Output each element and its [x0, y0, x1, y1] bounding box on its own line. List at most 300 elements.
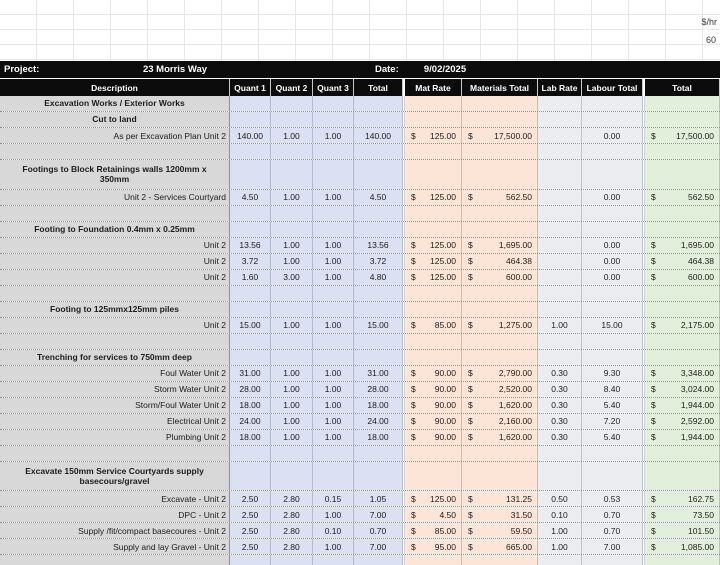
lab-rate-cell[interactable]: 1.00: [538, 523, 582, 538]
lab-rate-cell[interactable]: [538, 128, 582, 143]
labour-total-cell[interactable]: 8.40: [582, 382, 643, 397]
date-label[interactable]: Date:: [375, 64, 399, 75]
grand-total-cell[interactable]: $ 2,175.00: [645, 318, 720, 333]
labour-total-cell[interactable]: 0.00: [582, 270, 643, 285]
quant2-cell[interactable]: [271, 96, 313, 111]
materials-total-cell[interactable]: [462, 206, 538, 221]
labour-total-cell[interactable]: [582, 555, 643, 565]
quant3-cell[interactable]: [313, 112, 354, 127]
grand-total-cell[interactable]: $ 1,695.00: [645, 238, 720, 253]
column-header-mat-rate-5[interactable]: Mat Rate: [405, 79, 462, 96]
labour-total-cell[interactable]: [582, 112, 643, 127]
quant1-cell[interactable]: [230, 334, 271, 349]
mat-rate-cell[interactable]: $ 85.00: [405, 318, 462, 333]
description-cell[interactable]: Unit 2: [0, 254, 230, 269]
grand-total-cell[interactable]: $ 562.50: [645, 190, 720, 205]
quant3-cell[interactable]: [313, 96, 354, 111]
grand-total-cell[interactable]: [645, 462, 720, 491]
lab-rate-cell[interactable]: [538, 160, 582, 189]
labour-total-cell[interactable]: [582, 302, 643, 317]
lab-rate-cell[interactable]: [538, 446, 582, 461]
description-cell[interactable]: Supply /fit/compact basecoures - Unit 2: [0, 523, 230, 538]
quant3-cell[interactable]: 1.00: [313, 254, 354, 269]
total-qty-cell[interactable]: [354, 350, 403, 365]
mat-rate-cell[interactable]: $ 90.00: [405, 398, 462, 413]
quant3-cell[interactable]: 1.00: [313, 318, 354, 333]
quant3-cell[interactable]: 1.00: [313, 190, 354, 205]
quant3-cell[interactable]: 1.00: [313, 539, 354, 554]
mat-rate-cell[interactable]: [405, 462, 462, 491]
lab-rate-cell[interactable]: [538, 222, 582, 237]
quant1-cell[interactable]: [230, 96, 271, 111]
materials-total-cell[interactable]: $ 665.00: [462, 539, 538, 554]
mat-rate-cell[interactable]: [405, 446, 462, 461]
grand-total-cell[interactable]: $ 1,085.00: [645, 539, 720, 554]
description-cell[interactable]: Storm/Foul Water Unit 2: [0, 398, 230, 413]
quant3-cell[interactable]: 0.15: [313, 491, 354, 506]
materials-total-cell[interactable]: $ 2,160.00: [462, 414, 538, 429]
materials-total-cell[interactable]: [462, 286, 538, 301]
quant2-cell[interactable]: 2.80: [271, 491, 313, 506]
quant2-cell[interactable]: 1.00: [271, 366, 313, 381]
total-qty-cell[interactable]: 13.56: [354, 238, 403, 253]
grand-total-cell[interactable]: $ 162.75: [645, 491, 720, 506]
description-cell[interactable]: [0, 144, 230, 159]
total-qty-cell[interactable]: [354, 144, 403, 159]
lab-rate-cell[interactable]: 0.30: [538, 414, 582, 429]
quant3-cell[interactable]: 1.00: [313, 270, 354, 285]
labour-total-cell[interactable]: 0.00: [582, 128, 643, 143]
quant1-cell[interactable]: 18.00: [230, 430, 271, 445]
mat-rate-cell[interactable]: [405, 112, 462, 127]
dollar-sign: $: [468, 272, 473, 282]
mat-rate-cell[interactable]: $ 125.00: [405, 128, 462, 143]
quant2-cell[interactable]: [271, 555, 313, 565]
quant2-cell[interactable]: 1.00: [271, 238, 313, 253]
grand-total-cell[interactable]: $ 1,944.00: [645, 430, 720, 445]
quant1-cell[interactable]: 140.00: [230, 128, 271, 143]
total-qty-cell[interactable]: [354, 222, 403, 237]
quant3-cell[interactable]: 1.00: [313, 430, 354, 445]
description-cell[interactable]: Unit 2: [0, 238, 230, 253]
labour-total-cell[interactable]: 0.53: [582, 491, 643, 506]
materials-total-cell[interactable]: [462, 555, 538, 565]
quant2-cell[interactable]: 3.00: [271, 270, 313, 285]
quant2-cell[interactable]: [271, 222, 313, 237]
labour-total-cell[interactable]: [582, 222, 643, 237]
mat-rate-cell[interactable]: [405, 96, 462, 111]
materials-total-cell[interactable]: $ 2,790.00: [462, 366, 538, 381]
lab-rate-cell[interactable]: 0.50: [538, 491, 582, 506]
mat-rate-cell[interactable]: $ 85.00: [405, 523, 462, 538]
total-qty-cell[interactable]: 24.00: [354, 414, 403, 429]
total-qty-cell[interactable]: [354, 286, 403, 301]
labour-total-cell[interactable]: 7.00: [582, 539, 643, 554]
labour-total-cell[interactable]: [582, 144, 643, 159]
labour-total-cell[interactable]: 5.40: [582, 398, 643, 413]
quant2-cell[interactable]: 1.00: [271, 190, 313, 205]
lab-rate-cell[interactable]: [538, 555, 582, 565]
quant1-cell[interactable]: [230, 112, 271, 127]
materials-total-cell[interactable]: $ 1,275.00: [462, 318, 538, 333]
lab-rate-cell[interactable]: 0.30: [538, 366, 582, 381]
column-header-description-0[interactable]: Description: [0, 79, 230, 96]
section-title-cell[interactable]: Cut to land: [0, 112, 230, 127]
labour-total-cell[interactable]: [582, 462, 643, 491]
total-qty-cell[interactable]: [354, 555, 403, 565]
grand-total-cell[interactable]: $ 3,348.00: [645, 366, 720, 381]
quant1-cell[interactable]: 18.00: [230, 398, 271, 413]
mat-rate-cell[interactable]: [405, 160, 462, 189]
section-title-cell[interactable]: Excavate 150mm Service Courtyards supply basecours/gravel: [0, 462, 230, 491]
description-cell[interactable]: Supply and lay Gravel - Unit 2: [0, 539, 230, 554]
section-title-cell[interactable]: Trenching for services to 750mm deep: [0, 350, 230, 365]
quant2-cell[interactable]: [271, 334, 313, 349]
labour-total-cell[interactable]: 0.00: [582, 190, 643, 205]
quant1-cell[interactable]: 2.50: [230, 507, 271, 522]
total-qty-cell[interactable]: 28.00: [354, 382, 403, 397]
mat-rate-cell[interactable]: [405, 222, 462, 237]
quant1-cell[interactable]: [230, 206, 271, 221]
lab-rate-cell[interactable]: 0.10: [538, 507, 582, 522]
sheet-row: [0, 366, 720, 382]
quant2-cell[interactable]: [271, 112, 313, 127]
materials-total-cell[interactable]: $ 600.00: [462, 270, 538, 285]
grand-total-cell[interactable]: $ 600.00: [645, 270, 720, 285]
mat-rate-cell[interactable]: $ 125.00: [405, 190, 462, 205]
materials-total-cell[interactable]: [462, 350, 538, 365]
lab-rate-cell[interactable]: [538, 254, 582, 269]
materials-total-cell[interactable]: $ 17,500.00: [462, 128, 538, 143]
total-qty-cell[interactable]: 140.00: [354, 128, 403, 143]
description-cell[interactable]: Electrical Unit 2: [0, 414, 230, 429]
quant2-cell[interactable]: [271, 446, 313, 461]
grand-total-cell[interactable]: [645, 302, 720, 317]
lab-rate-cell[interactable]: [538, 302, 582, 317]
quant1-cell[interactable]: 28.00: [230, 382, 271, 397]
quant3-cell[interactable]: [313, 286, 354, 301]
quant3-cell[interactable]: 1.00: [313, 398, 354, 413]
grand-total-cell[interactable]: [645, 350, 720, 365]
quant3-cell[interactable]: [313, 144, 354, 159]
lab-rate-cell[interactable]: [538, 206, 582, 221]
mat-rate-cell[interactable]: $ 95.00: [405, 539, 462, 554]
materials-total-cell[interactable]: [462, 96, 538, 111]
labour-total-cell[interactable]: [582, 334, 643, 349]
grand-total-cell[interactable]: $ 73.50: [645, 507, 720, 522]
grand-total-cell[interactable]: $ 3,024.00: [645, 382, 720, 397]
quant1-cell[interactable]: [230, 462, 271, 491]
total-qty-cell[interactable]: [354, 446, 403, 461]
quant2-cell[interactable]: [271, 160, 313, 189]
quant3-cell[interactable]: [313, 555, 354, 565]
mat-rate-cell[interactable]: $ 90.00: [405, 366, 462, 381]
grand-total-cell[interactable]: [645, 222, 720, 237]
project-label[interactable]: Project:: [4, 64, 40, 75]
materials-total-cell[interactable]: $ 59.50: [462, 523, 538, 538]
description-cell[interactable]: Unit 2 - Services Courtyard: [0, 190, 230, 205]
quant1-cell[interactable]: [230, 286, 271, 301]
mat-rate-cell[interactable]: $ 125.00: [405, 254, 462, 269]
lab-rate-cell[interactable]: 0.30: [538, 382, 582, 397]
total-qty-cell[interactable]: 18.00: [354, 398, 403, 413]
materials-total-cell[interactable]: $ 562.50: [462, 190, 538, 205]
lab-rate-cell[interactable]: [538, 96, 582, 111]
labour-total-cell[interactable]: 0.70: [582, 523, 643, 538]
column-header-lab-rate-7[interactable]: Lab Rate: [538, 79, 582, 96]
quant1-cell[interactable]: [230, 144, 271, 159]
column-header-total-9[interactable]: Total: [645, 79, 720, 96]
total-qty-cell[interactable]: 7.00: [354, 539, 403, 554]
date-value[interactable]: 9/02/2025: [423, 64, 467, 75]
description-cell[interactable]: [0, 555, 230, 565]
column-header-labour-total-8[interactable]: Labour Total: [582, 79, 643, 96]
description-cell[interactable]: Unit 2: [0, 270, 230, 285]
quant2-cell[interactable]: 1.00: [271, 128, 313, 143]
quant2-cell[interactable]: 1.00: [271, 414, 313, 429]
sheet-row: [0, 206, 720, 222]
description-cell[interactable]: Unit 2: [0, 318, 230, 333]
materials-total-cell[interactable]: $ 1,620.00: [462, 398, 538, 413]
quant2-cell[interactable]: 1.00: [271, 318, 313, 333]
lab-rate-cell[interactable]: [538, 286, 582, 301]
total-qty-cell[interactable]: 7.00: [354, 507, 403, 522]
labour-total-cell[interactable]: 7.20: [582, 414, 643, 429]
labour-total-cell[interactable]: [582, 446, 643, 461]
quant1-cell[interactable]: 15.00: [230, 318, 271, 333]
grand-total-cell[interactable]: $ 101.50: [645, 523, 720, 538]
mat-rate-cell[interactable]: $ 4.50: [405, 507, 462, 522]
quant2-cell[interactable]: 1.00: [271, 254, 313, 269]
lab-rate-cell[interactable]: [538, 462, 582, 491]
column-header-quant-2-2[interactable]: Quant 2: [271, 79, 313, 96]
mat-rate-cell[interactable]: $ 90.00: [405, 382, 462, 397]
labour-total-cell[interactable]: 9.30: [582, 366, 643, 381]
total-qty-cell[interactable]: [354, 302, 403, 317]
lab-rate-cell[interactable]: 0.30: [538, 398, 582, 413]
materials-total-cell[interactable]: [462, 222, 538, 237]
quant2-cell[interactable]: [271, 206, 313, 221]
materials-total-cell[interactable]: $ 131.25: [462, 491, 538, 506]
quant1-cell[interactable]: 13.56: [230, 238, 271, 253]
quant3-cell[interactable]: 1.00: [313, 238, 354, 253]
quant3-cell[interactable]: [313, 334, 354, 349]
lab-rate-cell[interactable]: [538, 112, 582, 127]
lab-rate-cell[interactable]: [538, 350, 582, 365]
section-title-cell[interactable]: Footing to Foundation 0.4mm x 0.25mm: [0, 222, 230, 237]
quant3-cell[interactable]: [313, 222, 354, 237]
quant2-cell[interactable]: [271, 286, 313, 301]
quant2-cell[interactable]: [271, 302, 313, 317]
lab-rate-cell[interactable]: [538, 144, 582, 159]
total-qty-cell[interactable]: [354, 334, 403, 349]
lab-rate-cell[interactable]: 1.00: [538, 539, 582, 554]
quant1-cell[interactable]: [230, 160, 271, 189]
materials-total-cell[interactable]: $ 464.38: [462, 254, 538, 269]
description-cell[interactable]: Plumbing Unit 2: [0, 430, 230, 445]
quant2-cell[interactable]: 2.80: [271, 539, 313, 554]
labour-total-cell[interactable]: [582, 160, 643, 189]
lab-rate-cell[interactable]: [538, 190, 582, 205]
quant1-cell[interactable]: [230, 302, 271, 317]
materials-total-cell[interactable]: $ 2,520.00: [462, 382, 538, 397]
lab-rate-cell[interactable]: [538, 334, 582, 349]
mat-rate-cell[interactable]: [405, 555, 462, 565]
quant3-cell[interactable]: [313, 350, 354, 365]
total-qty-cell[interactable]: [354, 462, 403, 491]
description-cell[interactable]: [0, 446, 230, 461]
grand-total-cell[interactable]: [645, 160, 720, 189]
labour-total-cell[interactable]: 15.00: [582, 318, 643, 333]
section-title-cell[interactable]: Footings to Block Retainings walls 1200mm x 350mm: [0, 160, 230, 189]
mat-rate-cell[interactable]: $ 125.00: [405, 238, 462, 253]
total-qty-cell[interactable]: [354, 96, 403, 111]
grand-total-cell[interactable]: $ 1,944.00: [645, 398, 720, 413]
quant2-cell[interactable]: [271, 144, 313, 159]
description-cell[interactable]: DPC - Unit 2: [0, 507, 230, 522]
dollar-sign: $: [651, 416, 656, 426]
quant1-cell[interactable]: 2.50: [230, 539, 271, 554]
materials-total-cell[interactable]: [462, 144, 538, 159]
labour-total-cell[interactable]: 0.00: [582, 238, 643, 253]
mat-rate-cell[interactable]: [405, 206, 462, 221]
materials-total-cell[interactable]: [462, 334, 538, 349]
rate-per-hour-value-cell[interactable]: 60: [705, 35, 716, 45]
grand-total-cell[interactable]: $ 464.38: [645, 254, 720, 269]
materials-total-cell[interactable]: [462, 462, 538, 491]
grand-total-cell[interactable]: [645, 96, 720, 111]
total-qty-cell[interactable]: 18.00: [354, 430, 403, 445]
quant1-cell[interactable]: 1.60: [230, 270, 271, 285]
total-qty-cell[interactable]: 4.80: [354, 270, 403, 285]
mat-rate-cell[interactable]: [405, 350, 462, 365]
quant1-cell[interactable]: 31.00: [230, 366, 271, 381]
materials-total-cell[interactable]: [462, 446, 538, 461]
mat-rate-cell[interactable]: [405, 302, 462, 317]
mat-rate-cell[interactable]: [405, 144, 462, 159]
quant3-cell[interactable]: [313, 160, 354, 189]
quant3-cell[interactable]: [313, 446, 354, 461]
quant3-cell[interactable]: 1.00: [313, 507, 354, 522]
quant1-cell[interactable]: [230, 350, 271, 365]
description-cell[interactable]: Foul Water Unit 2: [0, 366, 230, 381]
grand-total-cell[interactable]: $ 17,500.00: [645, 128, 720, 143]
labour-total-cell[interactable]: 0.70: [582, 507, 643, 522]
materials-total-cell[interactable]: $ 1,695.00: [462, 238, 538, 253]
quant3-cell[interactable]: 1.00: [313, 414, 354, 429]
materials-total-cell[interactable]: $ 1,620.00: [462, 430, 538, 445]
quant1-cell[interactable]: 2.50: [230, 523, 271, 538]
labour-total-cell[interactable]: 5.40: [582, 430, 643, 445]
description-cell[interactable]: Storm Water Unit 2: [0, 382, 230, 397]
total-qty-cell[interactable]: [354, 206, 403, 221]
grand-total-cell[interactable]: $ 2,592.00: [645, 414, 720, 429]
mat-rate-cell[interactable]: $ 90.00: [405, 430, 462, 445]
total-qty-cell[interactable]: 31.00: [354, 366, 403, 381]
materials-total-cell[interactable]: [462, 302, 538, 317]
quant2-cell[interactable]: [271, 350, 313, 365]
mat-rate-cell[interactable]: $ 90.00: [405, 414, 462, 429]
grand-total-cell[interactable]: [645, 286, 720, 301]
labour-total-cell[interactable]: [582, 286, 643, 301]
grand-total-cell[interactable]: [645, 206, 720, 221]
quant1-cell[interactable]: 2.50: [230, 491, 271, 506]
description-cell[interactable]: [0, 206, 230, 221]
quant3-cell[interactable]: [313, 206, 354, 221]
grand-total-cell[interactable]: [645, 555, 720, 565]
total-qty-cell[interactable]: 3.72: [354, 254, 403, 269]
lab-rate-cell[interactable]: [538, 270, 582, 285]
labour-total-cell[interactable]: [582, 206, 643, 221]
quant2-cell[interactable]: 1.00: [271, 382, 313, 397]
lab-rate-cell[interactable]: 1.00: [538, 318, 582, 333]
column-header-quant-3-3[interactable]: Quant 3: [313, 79, 354, 96]
quant2-cell[interactable]: [271, 462, 313, 491]
description-cell[interactable]: [0, 286, 230, 301]
column-header-materials-total-6[interactable]: Materials Total: [462, 79, 538, 96]
project-name[interactable]: 23 Morris Way: [142, 64, 208, 75]
labour-total-cell[interactable]: 0.00: [582, 254, 643, 269]
quant1-cell[interactable]: [230, 446, 271, 461]
materials-total-cell[interactable]: [462, 112, 538, 127]
quant3-cell[interactable]: [313, 302, 354, 317]
quant1-cell[interactable]: [230, 222, 271, 237]
mat-rate-cell[interactable]: [405, 286, 462, 301]
mat-rate-cell[interactable]: $ 125.00: [405, 270, 462, 285]
total-qty-cell[interactable]: 0.70: [354, 523, 403, 538]
quant3-cell[interactable]: 1.00: [313, 382, 354, 397]
mat-rate-cell[interactable]: $ 125.00: [405, 491, 462, 506]
grand-total-cell[interactable]: [645, 144, 720, 159]
total-qty-cell[interactable]: 15.00: [354, 318, 403, 333]
description-cell[interactable]: [0, 334, 230, 349]
column-header-total-4[interactable]: Total: [354, 79, 403, 96]
total-qty-cell[interactable]: [354, 112, 403, 127]
grand-total-cell[interactable]: [645, 112, 720, 127]
total-qty-cell[interactable]: [354, 160, 403, 189]
quant1-cell[interactable]: 24.00: [230, 414, 271, 429]
quant3-cell[interactable]: 1.00: [313, 128, 354, 143]
grand-total-cell[interactable]: [645, 334, 720, 349]
lab-rate-cell[interactable]: 0.30: [538, 430, 582, 445]
column-header-quant-1-1[interactable]: Quant 1: [230, 79, 271, 96]
section-title-cell[interactable]: Footing to 125mmx125mm piles: [0, 302, 230, 317]
materials-total-cell[interactable]: $ 31.50: [462, 507, 538, 522]
lab-rate-cell[interactable]: [538, 238, 582, 253]
quant3-cell[interactable]: 1.00: [313, 366, 354, 381]
quant2-cell[interactable]: 2.80: [271, 507, 313, 522]
quant1-cell[interactable]: 3.72: [230, 254, 271, 269]
description-cell[interactable]: As per Excavation Plan Unit 2: [0, 128, 230, 143]
labour-total-cell[interactable]: [582, 96, 643, 111]
rate-per-hour-label-cell[interactable]: $/hr: [701, 17, 717, 27]
quant2-cell[interactable]: 2.80: [271, 523, 313, 538]
grand-total-cell[interactable]: [645, 446, 720, 461]
quant3-cell[interactable]: 0.10: [313, 523, 354, 538]
labour-total-cell[interactable]: [582, 350, 643, 365]
total-qty-cell[interactable]: 1.05: [354, 491, 403, 506]
mat-rate-cell[interactable]: [405, 334, 462, 349]
quant2-cell[interactable]: 1.00: [271, 398, 313, 413]
description-cell[interactable]: Excavate - Unit 2: [0, 491, 230, 506]
section-title-cell[interactable]: Excavation Works / Exterior Works: [0, 96, 230, 111]
materials-total-cell[interactable]: [462, 160, 538, 189]
total-qty-cell[interactable]: 4.50: [354, 190, 403, 205]
quant1-cell[interactable]: [230, 555, 271, 565]
quant3-cell[interactable]: [313, 462, 354, 491]
quant1-cell[interactable]: 4.50: [230, 190, 271, 205]
quant2-cell[interactable]: 1.00: [271, 430, 313, 445]
